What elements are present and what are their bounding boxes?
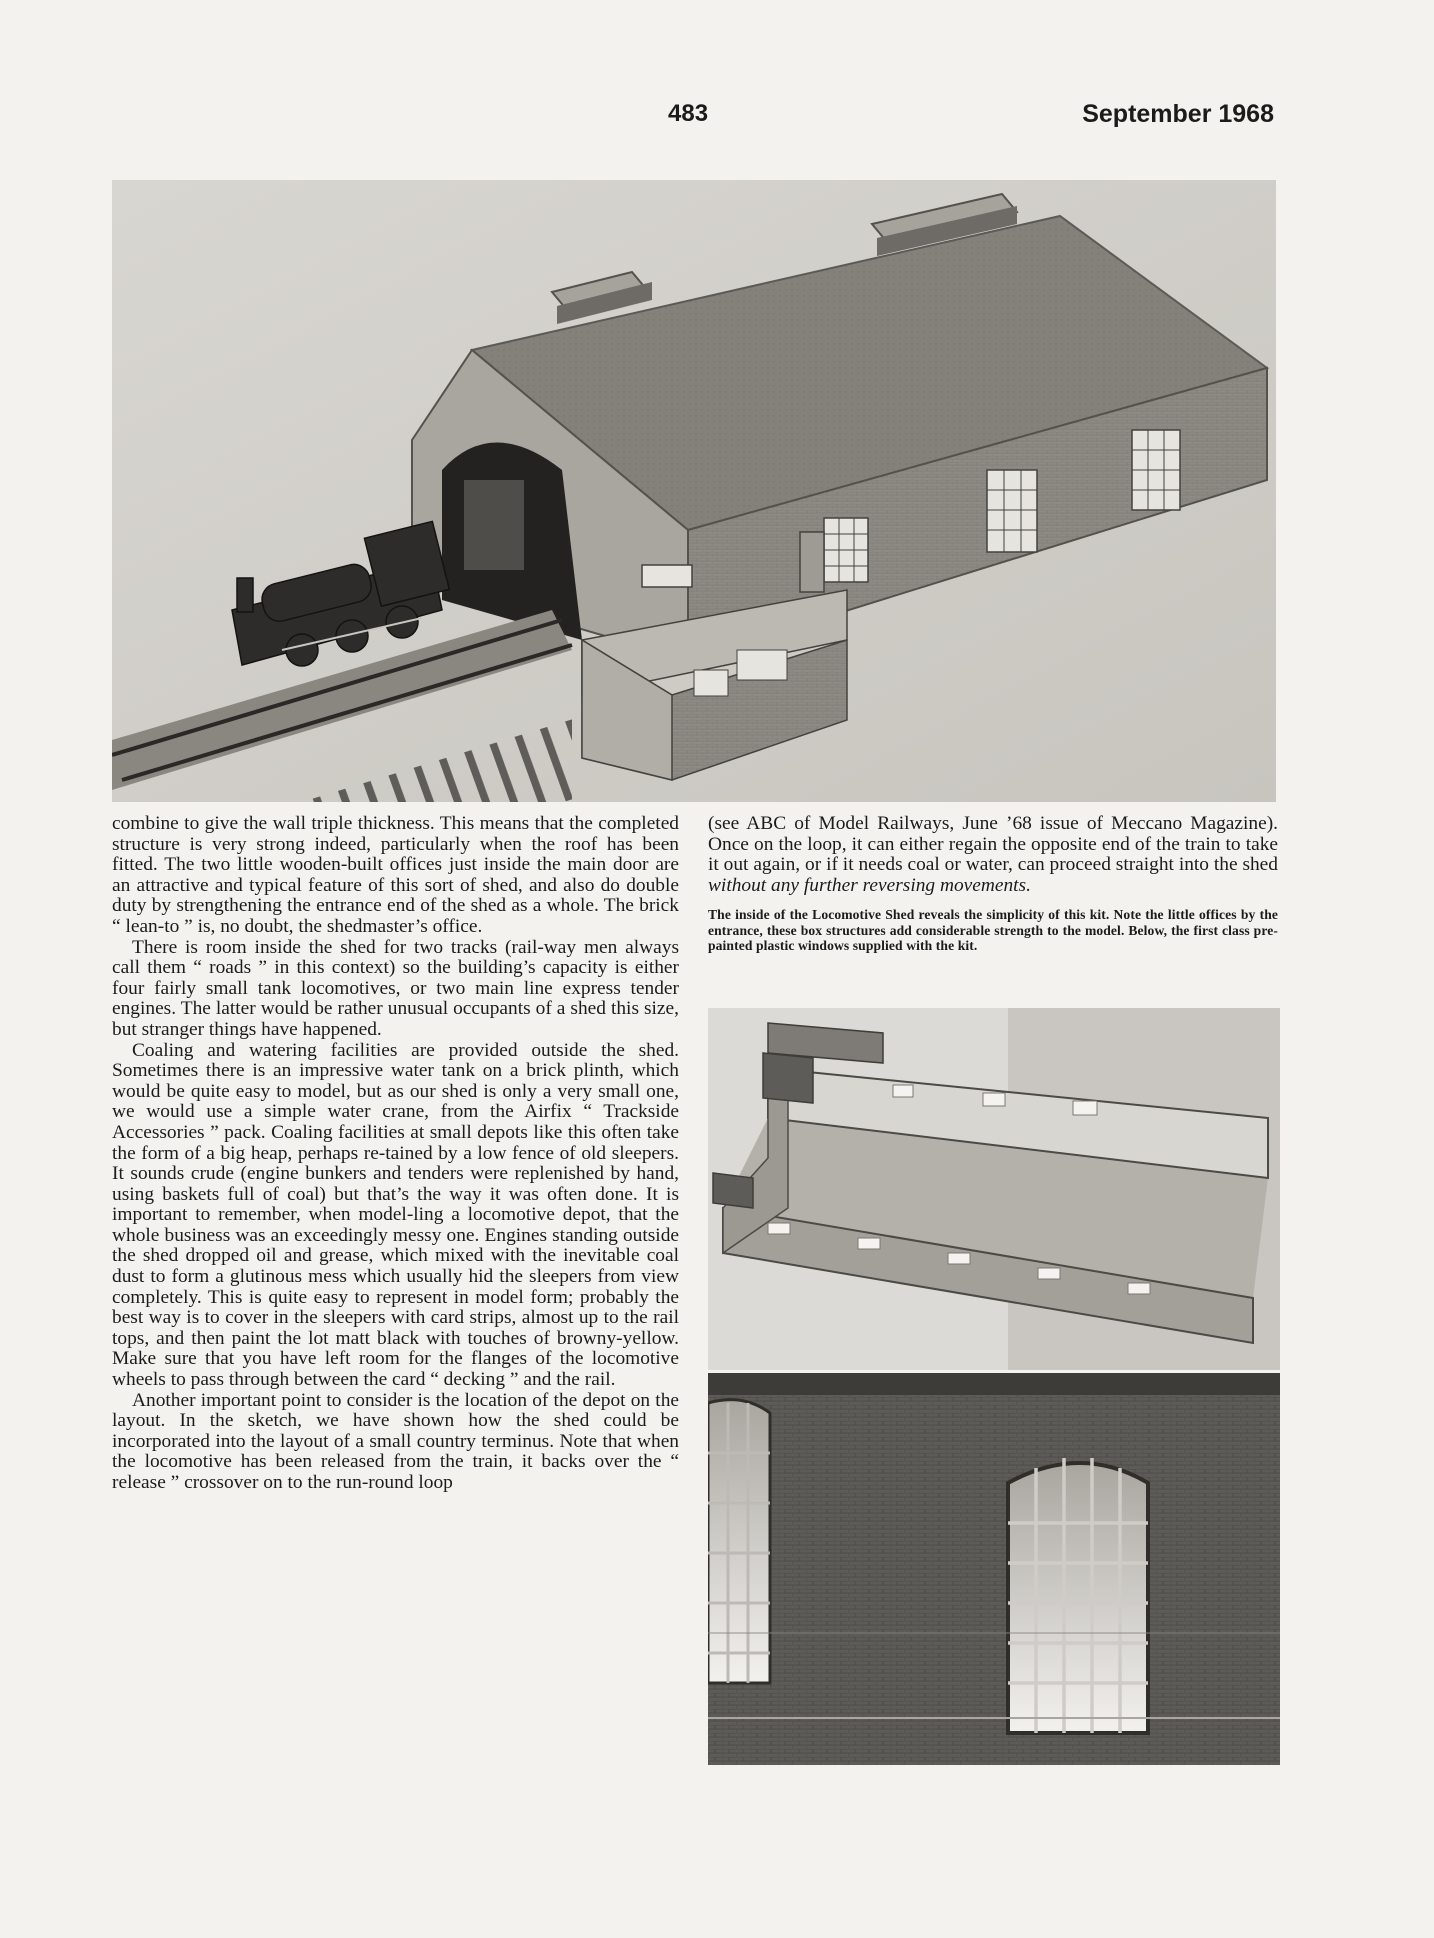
photo-shed-interior <box>708 1008 1280 1370</box>
article-paragraph: combine to give the wall triple thickness. This means that the completed structure is very strong indeed, particularly when the roof has been fitted. The two little wooden-built offices just inside the main door are an attractive and typical feature of this sort of shed, and also do double duty by strengthening the entrance end of the shed as a whole. The brick “ lean-to ” is, no doubt, the shedmaster’s office. <box>112 813 679 937</box>
article-paragraph: Another important point to consider is the location of the depot on the layout. In the sketch, we have shown how the shed could be incorporated into the layout of a small country terminus. Note that when the locomotive has been released from the train, it backs over the “ release ” crossover on to the run-round loop <box>112 1389 679 1493</box>
article-paragraph: There is room inside the shed for two tracks (rail-way men always call them “ roads ” in this context) so the building’s capacity is either four fairly small tank locomotives, or two main line express tender engines. The latter would be rather unusual occupants of a shed this size, but stranger things have happened. <box>112 936 679 1040</box>
photo-caption: The inside of the Locomotive Shed reveals the simplicity of this kit. Note the little offices by the entrance, these box structures add considerable strength to the model. Below, the first class pre-painted plastic windows supplied with the kit. <box>708 907 1278 953</box>
locomotive-shed-illustration <box>112 180 1276 802</box>
article-column-left <box>112 814 679 1494</box>
photo-locomotive-shed <box>112 180 1276 802</box>
page-number: 483 <box>668 100 709 127</box>
article-column-right <box>708 814 1278 953</box>
page-header <box>0 100 1434 136</box>
article-text: (see ABC of Model Railways, June ’68 issue of Meccano Magazine). Once on the loop, it can either regain the opposite end of the train to take it out again, or if it needs coal or water, can proceed straight into the shed <box>708 813 1278 876</box>
article-italic-text: without any further reversing movements. <box>708 874 1031 896</box>
brick-wall-illustration <box>708 1373 1280 1765</box>
photo-brick-wall-windows <box>708 1373 1280 1765</box>
shed-interior-illustration <box>708 1008 1280 1370</box>
issue-date: September 1968 <box>1082 100 1274 128</box>
article-paragraph: Coaling and watering facilities are provided outside the shed. Sometimes there is an impressive water tank on a brick plinth, which would be quite easy to model, but as our shed is only a very small one, we would use a simple water crane, from the Airfix “ Trackside Accessories ” pack. Coaling facilities at small depots like this often take the form of a big heap, perhaps re-tained by a low fence of old sleepers. It sounds crude (engine bunkers and tenders were replenished by hand, using baskets full of coal) but that’s the way it was often done. It is important to remember, when model-ling a locomotive depot, that the whole business was an exceedingly messy one. Engines standing outside the shed dropped oil and grease, which mixed with the inevitable coal dust to form a glutinous mess which usually hid the sleepers from view completely. This is quite easy to represent in model form; probably the best way is to cover in the sleepers with card strips, almost up to the rail tops, and then paint the lot matt black with touches of browny-yellow. Make sure that you have left room for the flanges of the locomotive wheels to pass through between the card “ decking ” and the rail. <box>112 1039 679 1391</box>
article-paragraph <box>708 814 1278 896</box>
